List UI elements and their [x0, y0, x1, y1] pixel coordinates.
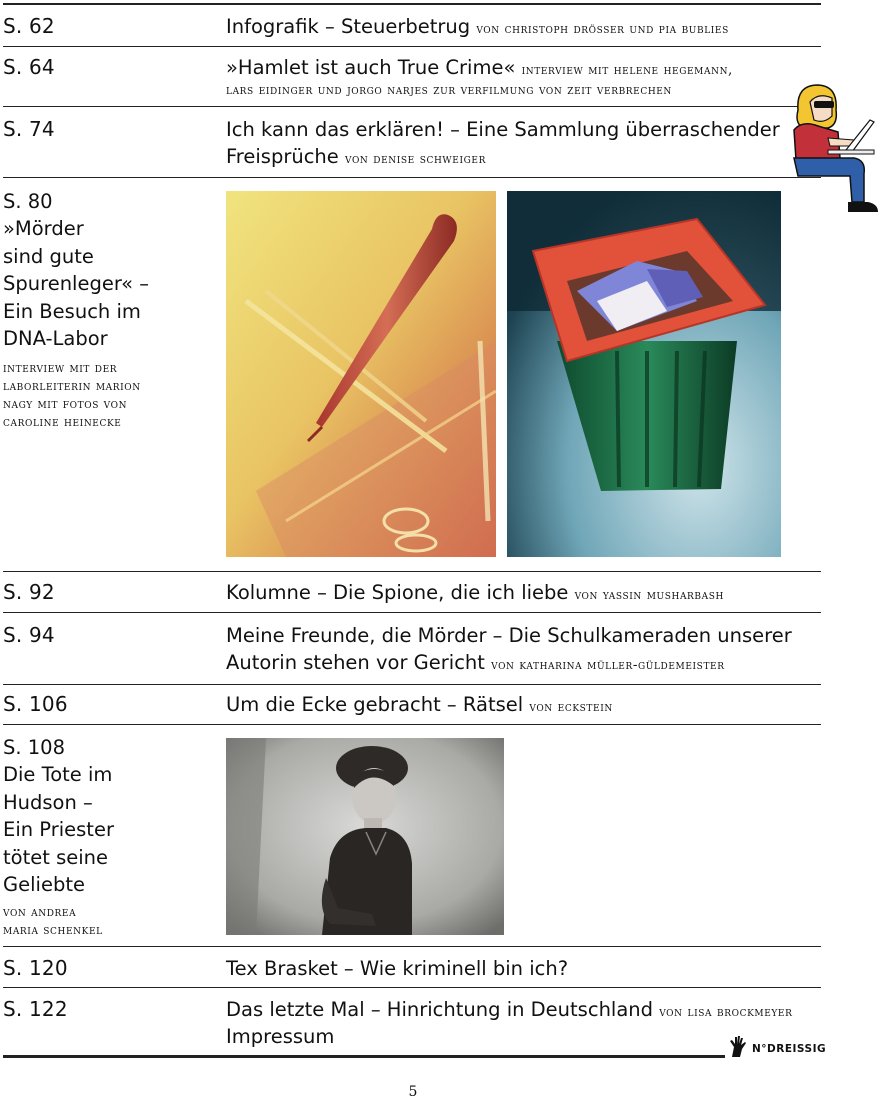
hacker-woman-laptop-icon	[788, 80, 882, 220]
entry-title-108-line[interactable]: Hudson –	[3, 791, 93, 814]
pipette-photo	[226, 191, 496, 557]
entry-title-80-line[interactable]: »Mörder	[3, 217, 84, 240]
entry-title-80-line[interactable]: Spurenleger« –	[3, 272, 150, 295]
entry-title-122[interactable]: Das letzte Mal – Hinrichtung in Deutschland von lisa brockmeyer	[226, 998, 793, 1021]
entry-byline-80: nagy mit fotos von	[3, 397, 128, 412]
entry-page-64: S. 64	[3, 55, 55, 79]
entry-byline-92: von yassin musharbash	[574, 587, 724, 603]
entry-title-impressum[interactable]: Impressum	[226, 1025, 335, 1048]
entry-title-92[interactable]: Kolumne – Die Spione, die ich liebe von yassin musharbash	[226, 581, 724, 604]
entry-page-92: S. 92	[3, 580, 55, 604]
entry-page-80: S. 80	[3, 190, 53, 213]
entry-page-108: S. 108	[3, 736, 65, 759]
entry-title-62[interactable]: Infografik – Steuerbetrug von christoph drösser und pia bublies	[226, 15, 729, 38]
entry-byline-122: von lisa brockmeyer	[659, 1004, 793, 1020]
entry-byline-74: von denise schweiger	[345, 151, 486, 167]
entry-title-108-line[interactable]: tötet seine	[3, 846, 108, 869]
entry-title-108-line[interactable]: Geliebte	[3, 873, 85, 896]
entry-title-80-line[interactable]: Ein Besuch im	[3, 300, 141, 323]
entry-byline-106: von eckstein	[529, 699, 613, 715]
page-number: 5	[408, 1084, 418, 1100]
entry-title-108-line[interactable]: Ein Priester	[3, 818, 114, 841]
divider	[3, 571, 821, 572]
hand-logo-icon	[728, 1035, 748, 1063]
entry-page-62: S. 62	[3, 14, 55, 38]
entry-page-74: S. 74	[3, 117, 55, 141]
entry-title-64[interactable]: »Hamlet ist auch True Crime« interview mit helene hegemann,	[226, 56, 733, 79]
entry-title-94-cont[interactable]: Autorin stehen vor Gericht von katharina müller-güldemeister	[226, 651, 725, 674]
entry-byline-62: von christoph drösser und pia bublies	[476, 21, 729, 37]
entry-page-106: S. 106	[3, 692, 68, 716]
entry-byline-64: interview mit helene hegemann,	[521, 62, 733, 78]
brand-logo	[728, 1035, 826, 1063]
entry-title-108-line[interactable]: Die Tote im	[3, 763, 113, 786]
entry-byline-80: laborleiterin marion	[3, 379, 141, 394]
divider	[3, 946, 821, 947]
entry-page-122: S. 122	[3, 997, 68, 1021]
divider	[3, 724, 821, 725]
entry-page-120: S. 120	[3, 956, 68, 980]
portrait-photo	[226, 738, 504, 935]
divider	[3, 612, 821, 613]
entry-byline-64-cont: lars eidinger und jorgo narjes zur verfilmung von zeit verbrechen	[226, 82, 672, 98]
entry-title-74[interactable]: Ich kann das erklären! – Eine Sammlung überraschender	[226, 118, 780, 141]
entry-byline-94: von katharina müller-güldemeister	[491, 657, 725, 673]
entry-page-94: S. 94	[3, 623, 55, 647]
entry-byline-80: interview mit der	[3, 361, 118, 376]
entry-title-94[interactable]: Meine Freunde, die Mörder – Die Schulkameraden unserer	[226, 624, 792, 647]
divider	[3, 106, 821, 107]
entry-title-80-line[interactable]: DNA-Labor	[3, 327, 108, 350]
brand-name: N°DREISSIG	[752, 1043, 827, 1055]
divider	[3, 684, 821, 685]
entry-byline-108: von andrea	[3, 905, 77, 920]
entry-title-106[interactable]: Um die Ecke gebracht – Rätsel von eckstein	[226, 693, 613, 716]
entry-title-120[interactable]: Tex Brasket – Wie kriminell bin ich?	[226, 957, 569, 980]
entry-title-80-line[interactable]: sind gute	[3, 245, 94, 268]
bottom-rule	[3, 1055, 725, 1058]
top-rule	[3, 3, 821, 5]
entry-byline-80: caroline heinecke	[3, 415, 122, 430]
divider	[3, 177, 821, 178]
trash-bin-photo	[507, 191, 781, 557]
divider	[3, 987, 821, 988]
entry-title-74-cont[interactable]: Freisprüche von denise schweiger	[226, 145, 486, 168]
divider	[3, 46, 821, 47]
entry-byline-108: maria schenkel	[3, 923, 103, 938]
